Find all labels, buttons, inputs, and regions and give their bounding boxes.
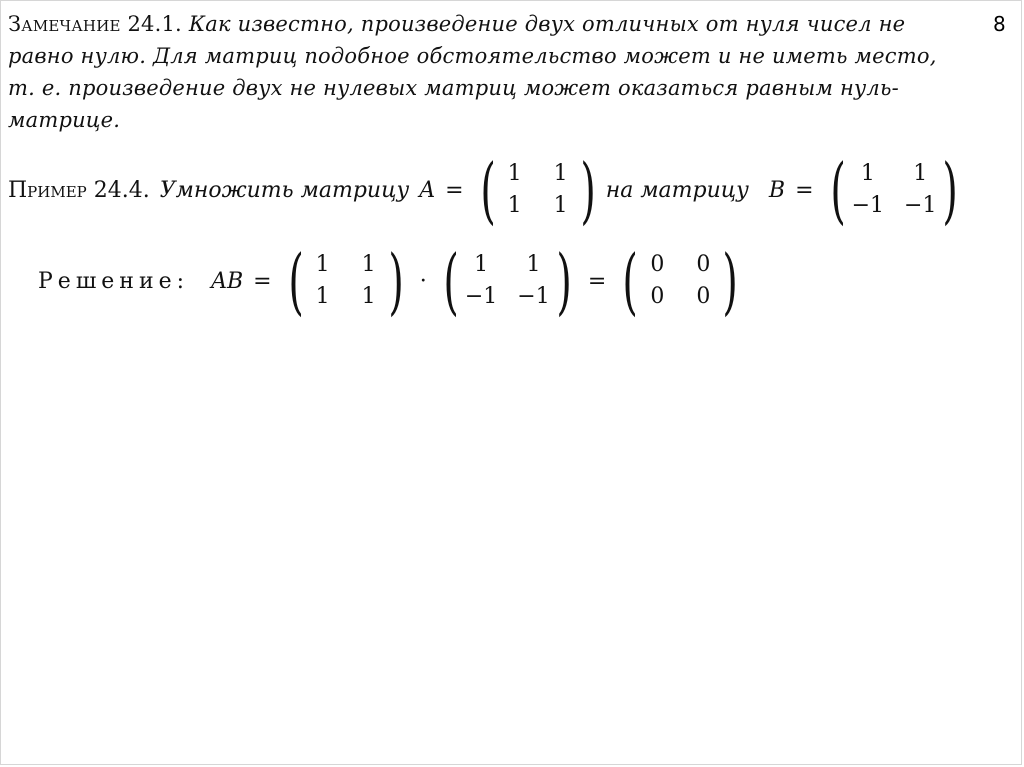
matrix-cell: 1	[315, 252, 330, 277]
matrix-cell: 1	[361, 252, 376, 277]
page-number: 8	[993, 12, 1006, 36]
remark-label: Замечание 24.1.	[8, 12, 182, 36]
remark-paragraph	[8, 8, 958, 136]
result-matrix	[616, 239, 744, 323]
left-paren: (	[829, 148, 846, 232]
example-label: Пример 24.4.	[8, 177, 150, 203]
matrix-cell: 0	[650, 252, 665, 277]
right-paren: )	[579, 148, 596, 232]
right-paren: )	[556, 239, 572, 323]
matrix-1	[282, 239, 410, 323]
matrix-cell: 1	[553, 161, 568, 186]
dot-operator: ·	[419, 268, 427, 294]
example-line	[8, 148, 969, 232]
equals-sign: =	[253, 268, 272, 294]
matrix-cell: −1	[851, 193, 885, 218]
matrix-cell: 1	[361, 284, 376, 309]
matrix-b	[824, 148, 965, 232]
left-paren: (	[622, 239, 639, 323]
matrix-cell: 1	[507, 161, 522, 186]
matrix-cell: 1	[507, 193, 522, 218]
equals-sign: =	[587, 268, 607, 294]
matrix-cell: 1	[315, 284, 330, 309]
matrix-cell: 1	[553, 193, 568, 218]
matrix-2	[437, 239, 578, 323]
right-paren: )	[722, 239, 739, 323]
matrix-cell: 0	[696, 284, 711, 309]
right-paren: )	[942, 148, 959, 232]
matrix-cell: −1	[517, 284, 550, 309]
left-paren: (	[443, 239, 459, 323]
matrix-a	[474, 148, 602, 232]
left-paren: (	[287, 239, 304, 323]
matrix-cell: −1	[904, 193, 937, 218]
matrix-cell: 0	[650, 284, 665, 309]
matrix-cell: 0	[696, 252, 711, 277]
solution-line	[38, 239, 748, 323]
matrix-cell: 1	[913, 161, 928, 186]
var-b: B	[768, 177, 786, 203]
example-text-middle: на матрицу	[605, 177, 749, 203]
right-paren: )	[387, 239, 404, 323]
left-paren: (	[479, 148, 496, 232]
solution-lhs: AB	[211, 268, 244, 294]
var-a: A	[419, 177, 436, 203]
matrix-cell: 1	[526, 252, 541, 277]
example-text-before: Умножить матрицу	[159, 177, 410, 203]
remark-text: Как известно, произведение двух отличных от нуля чисел не равно нулю. Для матриц подобное обстоятельство может и не иметь место, т. е. произведение двух не нулевых матриц может оказаться равным нуль-матрице.	[8, 12, 937, 132]
equals-sign: =	[795, 177, 814, 203]
solution-label: Решение:	[38, 268, 190, 294]
matrix-cell: 1	[860, 161, 875, 186]
matrix-cell: 1	[474, 252, 489, 277]
equals-sign: =	[445, 177, 464, 203]
matrix-cell: −1	[464, 284, 498, 309]
